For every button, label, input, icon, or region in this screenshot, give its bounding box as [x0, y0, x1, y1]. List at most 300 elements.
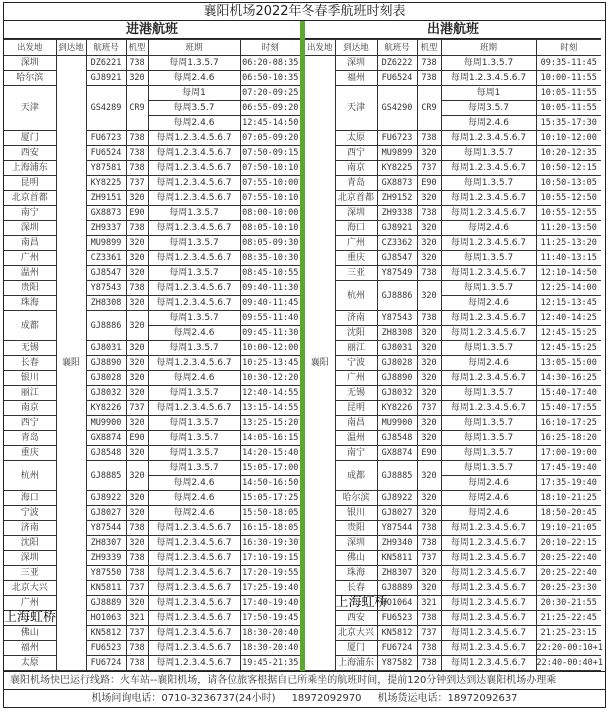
table-row	[4, 656, 300, 671]
operating-days: 每周2.4.6	[148, 371, 240, 386]
destination-city: 深圳	[335, 536, 377, 551]
operating-days: 每周1.2.3.4.5.6.7	[148, 296, 240, 311]
schedule-time: 13:05-15:00	[536, 356, 601, 371]
table-row	[305, 416, 601, 431]
operating-days: 每周1.2.3.4.5.6.7	[441, 266, 536, 281]
flight-number: MU9900	[377, 416, 417, 431]
table-row	[305, 521, 601, 536]
operating-days: 每周1.3.5.7	[441, 431, 536, 446]
header-aircraft: 机型	[126, 40, 148, 56]
table-row	[305, 461, 601, 476]
aircraft-type: E90	[417, 176, 441, 191]
schedule-time: 18:30-20:40	[240, 641, 300, 656]
schedule-time: 16:25-18:20	[536, 431, 601, 446]
table-row	[305, 311, 601, 326]
schedule-time: 12:15-13:45	[536, 296, 601, 311]
schedule-time: 10:00-11:55	[536, 71, 601, 86]
operating-days: 每周1.2.3.4.5.6.7	[441, 581, 536, 596]
aircraft-type: 320	[417, 281, 441, 311]
origin-city: 南昌	[4, 236, 56, 251]
inquiry-phone: 机场问询电话：0710-3236737(24小时)	[91, 693, 276, 704]
flight-number: GJ8028	[86, 371, 126, 386]
schedule-time: 07:05-09:20	[240, 131, 300, 146]
origin-city: 南京	[4, 401, 56, 416]
schedule-time: 20:25-22:40	[536, 551, 601, 566]
aircraft-type: 738	[126, 161, 148, 176]
aircraft-type: 320	[417, 386, 441, 401]
schedule-time: 22:20-00:10+1	[536, 641, 601, 656]
table-row	[4, 251, 300, 266]
schedule-time: 14:05-16:15	[240, 431, 300, 446]
schedule-time: 17:50-19:45	[240, 611, 300, 626]
aircraft-type: 737	[126, 401, 148, 416]
operating-days: 每周1.2.3.4.5.6.7	[441, 326, 536, 341]
flight-number: ZH9151	[86, 191, 126, 206]
destination-city: 厦门	[335, 641, 377, 656]
flight-number: DZ6222	[377, 56, 417, 71]
schedule-time: 07:55-10:10	[240, 191, 300, 206]
destination-city: 温州	[335, 431, 377, 446]
operating-days: 每周1.2.3.4.5.6.7	[441, 626, 536, 641]
aircraft-type: CR9	[417, 86, 441, 131]
destination-city: 北京大兴	[335, 626, 377, 641]
schedule-time: 17:35-19:40	[536, 476, 601, 491]
flight-number: MU9899	[86, 236, 126, 251]
destination-city: 杭州	[335, 281, 377, 311]
aircraft-type: 320	[417, 341, 441, 356]
table-row	[305, 326, 601, 341]
aircraft-type: 320	[126, 356, 148, 371]
flight-number: KN5812	[86, 626, 126, 641]
operating-days: 每周2.4.6	[148, 326, 240, 341]
operating-days: 每周1.3.5.7	[441, 176, 536, 191]
table-row	[4, 551, 300, 566]
aircraft-type: 320	[126, 416, 148, 431]
aircraft-type: 737	[126, 581, 148, 596]
flight-number: FU6724	[86, 656, 126, 671]
schedule-time: 12:45-15:25	[536, 341, 601, 356]
schedule-time: 18:30-20:40	[240, 626, 300, 641]
operating-days: 每周2.4.6	[441, 476, 536, 491]
operating-days: 每周1.3.5.7	[148, 236, 240, 251]
table-row	[4, 461, 300, 476]
aircraft-type: 321	[417, 596, 441, 611]
operating-days: 每周1.2.3.4.5.6.7	[148, 596, 240, 611]
flight-number: GJ8890	[377, 371, 417, 386]
destination-city: 南宁	[335, 446, 377, 461]
aircraft-type: 320	[417, 236, 441, 251]
operating-days: 每周1.2.3.4.5.6.7	[441, 191, 536, 206]
operating-days: 每周1.2.3.4.5.6.7	[148, 641, 240, 656]
operating-days: 每周1.2.3.4.5.6.7	[441, 206, 536, 221]
table-row	[4, 611, 300, 626]
schedule-time: 07:55-10:00	[240, 176, 300, 191]
table-row	[4, 146, 300, 161]
operating-days: 每周1	[148, 86, 240, 101]
aircraft-type: 738	[126, 521, 148, 536]
flight-number: DZ6221	[86, 56, 126, 71]
footer	[4, 671, 605, 707]
origin-city: 福州	[4, 641, 56, 656]
header-aircraft: 机型	[417, 40, 441, 56]
aircraft-type: E90	[126, 431, 148, 446]
table-row	[305, 611, 601, 626]
table-row	[305, 446, 601, 461]
table-row	[305, 86, 601, 101]
aircraft-type: 320	[126, 506, 148, 521]
schedule-time: 17:00-19:00	[536, 446, 601, 461]
operating-days: 每周1.3.5.7	[148, 446, 240, 461]
table-row	[305, 431, 601, 446]
operating-days: 每周1.2.3.4.5.6.7	[148, 191, 240, 206]
flight-number: Y87581	[86, 161, 126, 176]
table-row	[4, 401, 300, 416]
destination-city: 长春	[335, 581, 377, 596]
schedule-time: 09:45-11:30	[240, 326, 300, 341]
schedule-time: 10:30-12:20	[240, 371, 300, 386]
aircraft-type: 738	[417, 311, 441, 326]
shuttle-notice: 襄阳机场快巴运行线路：火车站--襄阳机场，请各位旅客根据自已所乘坐的航班时间，提前120分钟到达到达襄阳机场办理乘	[10, 675, 557, 686]
header-time: 时刻	[536, 40, 601, 56]
table-row	[305, 191, 601, 206]
aircraft-type: 738	[126, 551, 148, 566]
aircraft-type: 738	[417, 536, 441, 551]
table-row	[4, 71, 300, 86]
flight-number: GJ8922	[377, 491, 417, 506]
timetable-sheet	[3, 2, 606, 708]
origin-city: 南宁	[4, 206, 56, 221]
flight-number: CZ3362	[377, 236, 417, 251]
origin-city: 佛山	[4, 626, 56, 641]
header-origin: 出发地	[305, 40, 335, 56]
aircraft-type: 320	[417, 191, 441, 206]
schedule-time: 06:20-08:35	[240, 56, 300, 71]
operating-days: 每周1.3.5.7	[441, 56, 536, 71]
destination-city: 丽江	[335, 341, 377, 356]
aircraft-type: 320	[126, 491, 148, 506]
aircraft-type: 738	[126, 131, 148, 146]
flight-number: Y87550	[86, 566, 126, 581]
origin-city: 三亚	[4, 566, 56, 581]
operating-days: 每周1.2.3.4.5.6.7	[441, 371, 536, 386]
aircraft-type: 320	[126, 461, 148, 491]
origin-city: 沈阳	[4, 536, 56, 551]
flight-number: GJ8031	[86, 341, 126, 356]
aircraft-type: 737	[417, 161, 441, 176]
aircraft-type: 738	[417, 656, 441, 671]
destination-city: 西宁	[335, 146, 377, 161]
operating-days: 每周1.3.5.7	[441, 341, 536, 356]
cargo-phone: 机场货运电话：18972092637	[377, 693, 518, 704]
table-row	[305, 356, 601, 371]
flight-number: GJ8027	[377, 506, 417, 521]
operating-days: 每周1.2.3.4.5.6.7	[148, 626, 240, 641]
flight-number: GJ8547	[377, 251, 417, 266]
operating-days: 每周1.3.5.7	[148, 461, 240, 476]
operating-days: 每周1.2.3.4.5.6.7	[148, 251, 240, 266]
operating-days: 每周1.2.3.4.5.6.7	[441, 236, 536, 251]
table-row	[305, 566, 601, 581]
table-row	[4, 221, 300, 236]
table-row	[305, 266, 601, 281]
schedule-time: 10:50-12:15	[536, 161, 601, 176]
origin-city: 北京首都	[4, 191, 56, 206]
aircraft-type: CR9	[126, 86, 148, 131]
flight-number: ZH8308	[377, 326, 417, 341]
flight-number: ZH9339	[86, 551, 126, 566]
origin-city: 深圳	[4, 56, 56, 71]
table-row	[305, 656, 601, 671]
table-row	[4, 566, 300, 581]
aircraft-type: 738	[126, 146, 148, 161]
aircraft-type: 320	[417, 146, 441, 161]
aircraft-type: 738	[417, 71, 441, 86]
origin-city: 昆明	[4, 176, 56, 191]
aircraft-type: 738	[126, 641, 148, 656]
table-row	[305, 131, 601, 146]
schedule-time: 13:15-14:55	[240, 401, 300, 416]
destination-city: 三亚	[335, 266, 377, 281]
origin-city: 珠海	[4, 296, 56, 311]
operating-days: 每周1.2.3.4.5.6.7	[441, 71, 536, 86]
flight-number: GJ8548	[377, 431, 417, 446]
operating-days: 每周1.2.3.4.5.6.7	[441, 551, 536, 566]
operating-days: 每周1.2.3.4.5.6.7	[148, 131, 240, 146]
aircraft-type: 737	[126, 176, 148, 191]
header-flight-no: 航班号	[86, 40, 126, 56]
flight-number: GJ8031	[377, 341, 417, 356]
flight-number: ZH9337	[86, 221, 126, 236]
destination-city: 天津	[335, 86, 377, 131]
flight-number: FU6523	[86, 641, 126, 656]
operating-days: 每周1.3.5.7	[148, 56, 240, 71]
aircraft-type: 320	[126, 296, 148, 311]
destination-city: 珠海	[335, 566, 377, 581]
origin-city: 无锡	[4, 341, 56, 356]
aircraft-type: 320	[126, 596, 148, 611]
operating-days: 每周1.2.3.4.5.6.7	[148, 656, 240, 671]
flight-number: GJ8886	[377, 281, 417, 311]
schedule-time: 15:35-17:30	[536, 116, 601, 131]
operating-days: 每周1.2.3.4.5.6.7	[148, 401, 240, 416]
flight-number: KY8226	[86, 401, 126, 416]
table-row	[305, 71, 601, 86]
schedule-time: 21:25-22:45	[536, 611, 601, 626]
header-destination: 到达地	[56, 40, 86, 56]
table-row	[4, 431, 300, 446]
schedule-time: 14:50-16:50	[240, 476, 300, 491]
schedule-time: 09:40-11:45	[240, 296, 300, 311]
header-flight-no: 航班号	[377, 40, 417, 56]
operating-days: 每周2.4.6	[148, 506, 240, 521]
table-row	[4, 356, 300, 371]
table-row	[305, 551, 601, 566]
schedule-time: 12:45-15:25	[536, 326, 601, 341]
origin-city: 襄阳	[305, 56, 335, 671]
aircraft-type: 737	[417, 401, 441, 416]
flight-number: GJ8032	[86, 386, 126, 401]
page-title: 襄阳机场2022年冬春季航班时刻表	[4, 3, 605, 21]
destination-city: 贵阳	[335, 521, 377, 536]
operating-days: 每周1.3.5.7	[148, 206, 240, 221]
aircraft-type: 320	[126, 536, 148, 551]
origin-city: 西宁	[4, 416, 56, 431]
aircraft-type: 320	[126, 446, 148, 461]
table-row	[305, 176, 601, 191]
destination-city: 哈尔滨	[335, 491, 377, 506]
schedule-time: 22:40-00:40+1	[536, 656, 601, 671]
destination-city: 太原	[335, 131, 377, 146]
schedule-time: 21:25-23:15	[536, 626, 601, 641]
aircraft-type: 320	[417, 566, 441, 581]
operating-days: 每周1.2.3.4.5.6.7	[148, 221, 240, 236]
flight-number: GS4290	[377, 86, 417, 131]
aircraft-type: 738	[126, 221, 148, 236]
schedule-time: 20:10-22:15	[536, 536, 601, 551]
flight-number: ZH8307	[377, 566, 417, 581]
inbound-section	[4, 21, 300, 671]
schedule-time: 15:50-18:05	[240, 506, 300, 521]
flight-number: GJ8922	[86, 491, 126, 506]
aircraft-type: 320	[126, 266, 148, 281]
table-row	[305, 56, 601, 71]
outbound-table	[305, 39, 604, 671]
origin-city: 西安	[4, 146, 56, 161]
flight-number: GX8874	[377, 446, 417, 461]
schedule-time: 07:50-09:15	[240, 146, 300, 161]
table-row	[305, 626, 601, 641]
schedule-time: 19:10-21:05	[536, 521, 601, 536]
destination-city: 上海浦东	[335, 656, 377, 671]
operating-days: 每周1.3.5.7	[148, 341, 240, 356]
schedule-time: 18:10-21:25	[536, 491, 601, 506]
operating-days: 每周1.2.3.4.5.6.7	[148, 161, 240, 176]
operating-days: 每周1.3.5.7	[148, 416, 240, 431]
origin-city: 海口	[4, 491, 56, 506]
schedule-time: 10:05-11:55	[536, 101, 601, 116]
operating-days: 每周1.3.5.7	[441, 461, 536, 476]
schedule-time: 16:10-17:25	[536, 416, 601, 431]
aircraft-type: 738	[417, 131, 441, 146]
operating-days: 每周1.2.3.4.5.6.7	[441, 161, 536, 176]
aircraft-type: 738	[417, 56, 441, 71]
operating-days: 每周1.3.5.7	[441, 446, 536, 461]
aircraft-type: 320	[126, 236, 148, 251]
operating-days: 每周1.3.5.7	[148, 311, 240, 326]
aircraft-type: 320	[126, 371, 148, 386]
flight-number: Y87543	[86, 281, 126, 296]
operating-days: 每周1.3.5.7	[148, 431, 240, 446]
table-row	[305, 641, 601, 656]
operating-days: 每周1.3.5.7	[441, 416, 536, 431]
operating-days: 每周1.2.3.4.5.6.7	[441, 596, 536, 611]
table-row	[4, 311, 300, 326]
schedule-time: 19:45-21:35	[240, 656, 300, 671]
operating-days: 每周1.2.3.4.5.6.7	[148, 536, 240, 551]
flight-number: ZH9340	[377, 536, 417, 551]
aircraft-type: 320	[417, 506, 441, 521]
header-days: 班期	[441, 40, 536, 56]
operating-days: 每周1.2.3.4.5.6.7	[441, 131, 536, 146]
flight-number: GJ8547	[86, 266, 126, 281]
origin-city: 重庆	[4, 446, 56, 461]
table-row	[4, 56, 300, 71]
schedule-time: 08:05-09:30	[240, 236, 300, 251]
schedule-time: 14:30-16:25	[536, 371, 601, 386]
table-row	[305, 386, 601, 401]
table-row	[4, 341, 300, 356]
operating-days: 每周1.3.5.7	[148, 386, 240, 401]
flight-number: GJ8548	[86, 446, 126, 461]
schedule-time: 15:40-17:55	[536, 401, 601, 416]
table-row	[4, 266, 300, 281]
schedule-time: 12:10-14:50	[536, 266, 601, 281]
flight-number: FU6524	[86, 146, 126, 161]
schedule-time: 10:55-12:55	[536, 206, 601, 221]
flight-number: Y87544	[377, 521, 417, 536]
table-row	[305, 146, 601, 161]
origin-city: 宁波	[4, 506, 56, 521]
header-origin: 出发地	[4, 40, 56, 56]
destination-city: 南京	[335, 161, 377, 176]
table-row	[4, 176, 300, 191]
table-row	[305, 596, 601, 611]
schedule-time: 13:25-15:20	[240, 416, 300, 431]
flight-number: KY8225	[86, 176, 126, 191]
table-row	[305, 536, 601, 551]
operating-days: 每周1.3.5.7	[441, 251, 536, 266]
operating-days: 每周1.2.3.4.5.6.7	[148, 281, 240, 296]
inbound-table	[4, 39, 300, 671]
flight-number: GX8873	[86, 206, 126, 221]
aircraft-type: 320	[417, 356, 441, 371]
table-row	[4, 281, 300, 296]
aircraft-type: 320	[417, 221, 441, 236]
table-row	[4, 641, 300, 656]
schedule-time: 15:40-17:40	[536, 386, 601, 401]
destination-city: 银川	[335, 506, 377, 521]
table-row	[4, 416, 300, 431]
table-row	[4, 386, 300, 401]
outbound-heading: 出港航班	[305, 21, 601, 39]
destination-city: 海口	[335, 221, 377, 236]
destination-city: 襄阳	[56, 56, 86, 671]
table-row	[4, 161, 300, 176]
schedule-time: 08:45-10:55	[240, 266, 300, 281]
destination-city: 北京首都	[335, 191, 377, 206]
origin-city: 温州	[4, 266, 56, 281]
aircraft-type: 320	[126, 191, 148, 206]
table-row	[305, 251, 601, 266]
schedule-time: 18:50-20:45	[536, 506, 601, 521]
operating-days: 每周2.4.6	[441, 356, 536, 371]
aircraft-type: 320	[417, 491, 441, 506]
flight-number: ZH8307	[86, 536, 126, 551]
origin-city: 广州	[4, 596, 56, 611]
operating-days: 每周1.2.3.4.5.6.7	[441, 641, 536, 656]
origin-city: 上海虹桥	[4, 610, 57, 625]
destination-city: 昆明	[335, 401, 377, 416]
operating-days: 每周1.2.3.4.5.6.7	[148, 521, 240, 536]
schedule-time: 10:10-12:00	[536, 131, 601, 146]
schedule-time: 15:05-17:00	[240, 461, 300, 476]
flight-number: KN5811	[86, 581, 126, 596]
aircraft-type: 738	[417, 641, 441, 656]
schedule-time: 10:25-13:45	[240, 356, 300, 371]
flight-number: GJ8921	[86, 71, 126, 86]
destination-city: 南昌	[335, 416, 377, 431]
operating-days: 每周1.3.5.7	[148, 266, 240, 281]
